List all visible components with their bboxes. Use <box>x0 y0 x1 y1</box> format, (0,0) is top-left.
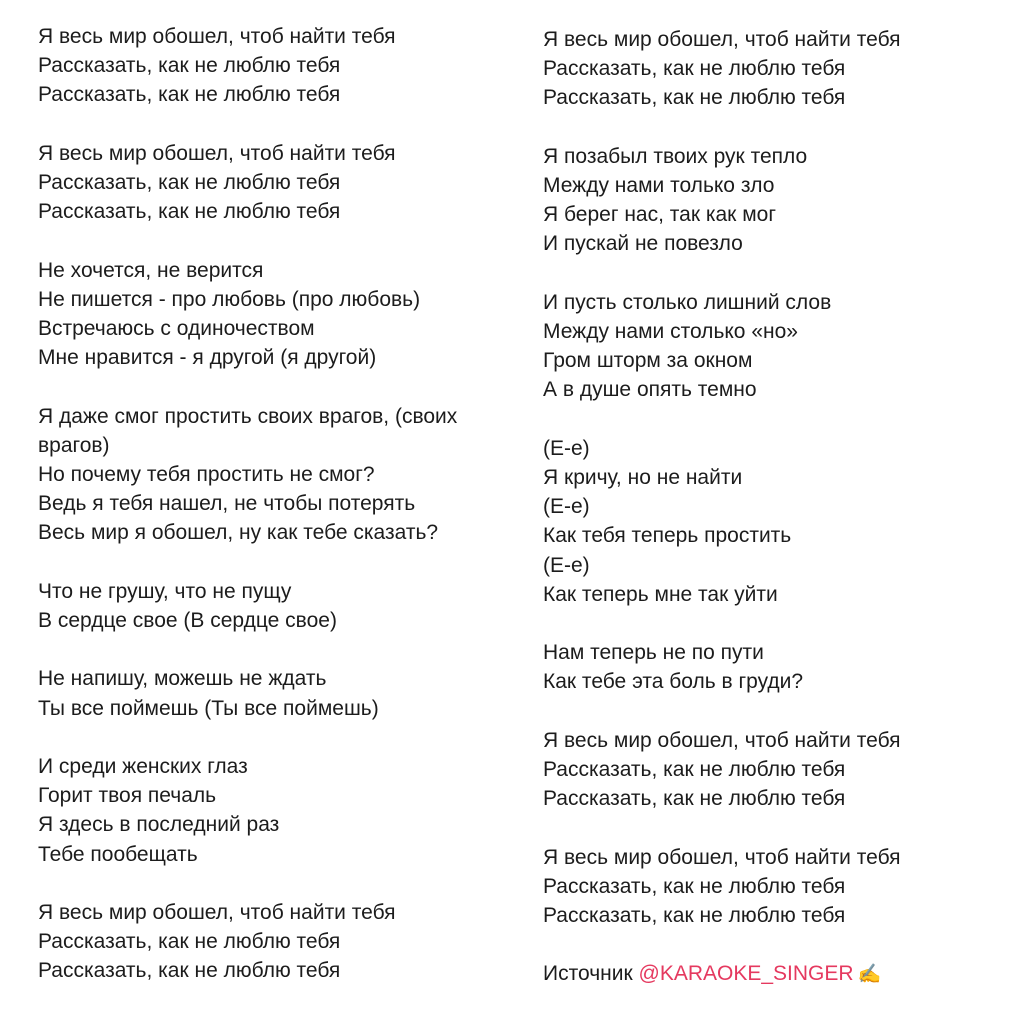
lyric-line: (Е-е) <box>543 495 590 519</box>
lyric-line: Не напишу, можешь не ждать <box>38 667 327 691</box>
lyric-line: Гром шторм за окном <box>543 349 753 373</box>
lyric-line: Рассказать, как не люблю тебя <box>38 54 341 78</box>
lyric-line: И пускай не повезло <box>543 232 743 256</box>
lyric-line: Как теперь мне так уйти <box>543 582 778 606</box>
lyric-line: Рассказать, как не люблю тебя <box>38 959 341 983</box>
stanza-gap <box>543 930 1003 959</box>
lyric-line: Но почему тебя простить не смог? <box>38 463 375 486</box>
lyric-line: Я весь мир обошел, чтоб найти тебя <box>543 845 901 869</box>
lyric-line: Тебе пообещать <box>38 842 198 866</box>
stanza-gap <box>38 869 493 898</box>
lyric-line: Между нами столько «но» <box>543 320 798 343</box>
lyric-line: Ведь я тебя нашел, не чтобы потерять <box>38 492 416 516</box>
lyric-line: (Е-е) <box>543 436 590 460</box>
lyric-line: Встречаюсь с одиночеством <box>38 317 315 340</box>
lyric-line: Я весь мир обошел, чтоб найти тебя <box>38 25 396 48</box>
stanza-gap <box>543 813 1003 842</box>
stanza-gap <box>543 259 1003 288</box>
lyrics-column-right <box>543 25 1003 990</box>
lyric-line: Я здесь в последний раз <box>38 813 280 837</box>
stanza-gap <box>543 405 1003 434</box>
stanza-gap <box>38 372 493 401</box>
stanza-gap <box>38 723 493 752</box>
lyric-line: Рассказать, как не люблю тебя <box>38 83 341 107</box>
stanza-gap <box>543 609 1003 638</box>
lyric-line: Я весь мир обошел, чтоб найти тебя <box>543 728 901 752</box>
lyric-line: Я кричу, но не найти <box>543 466 743 489</box>
lyric-line: Рассказать, как не люблю тебя <box>543 86 846 110</box>
lyric-line: Нам теперь не по пути <box>543 641 764 665</box>
lyric-line: Как тебе эта боль в груди? <box>543 670 804 694</box>
lyric-line: Я весь мир обошел, чтоб найти тебя <box>38 900 396 924</box>
lyric-line: Рассказать, как не люблю тебя <box>543 787 846 811</box>
stanza-gap <box>543 113 1003 142</box>
lyric-line: Рассказать, как не люблю тебя <box>543 758 846 781</box>
lyric-line: И среди женских глаз <box>38 754 248 778</box>
lyric-line: (Е-е) <box>543 553 590 577</box>
lyric-line: Рассказать, как не люблю тебя <box>543 874 846 898</box>
lyric-line: Я позабыл твоих рук тепло <box>543 144 808 168</box>
stanza-gap <box>38 110 493 139</box>
lyric-line: Рассказать, как не люблю тебя <box>38 200 341 224</box>
lyric-line: Рассказать, как не люблю тебя <box>38 930 341 954</box>
writing-hand-icon: ✍ <box>857 964 882 986</box>
lyrics-column-left <box>38 22 493 986</box>
lyric-line: Я весь мир обошел, чтоб найти тебя <box>543 28 901 51</box>
source-label: Источник <box>543 962 633 986</box>
stanza-gap <box>38 635 493 664</box>
lyric-line: Рассказать, как не люблю тебя <box>543 904 846 927</box>
source-credit <box>543 959 1003 989</box>
lyric-line: Горит твоя печаль <box>38 784 217 808</box>
lyric-line: И пусть столько лишний слов <box>543 290 832 314</box>
stanza-gap <box>543 697 1003 726</box>
lyric-line: Между нами только зло <box>543 174 775 197</box>
lyric-line: Мне нравится - я другой (я другой) <box>38 346 377 370</box>
lyric-line: Не пишется - про любовь (про любовь) <box>38 287 421 311</box>
source-handle-link[interactable]: @KARAOKE_SINGER <box>638 962 854 986</box>
lyric-line: Рассказать, как не люблю тебя <box>38 171 341 194</box>
stanza-gap <box>38 226 493 255</box>
lyric-line: Не хочется, не верится <box>38 258 264 282</box>
lyric-line: Что не грушу, что не пущу <box>38 579 292 603</box>
lyric-line: Как тебя теперь простить <box>543 524 792 548</box>
stanza-gap <box>38 548 493 577</box>
lyric-line: Я весь мир обошел, чтоб найти тебя <box>38 141 396 165</box>
lyric-line: Рассказать, как не люблю тебя <box>543 57 846 81</box>
lyric-line: Весь мир я обошел, ну как тебе сказать? <box>38 521 439 545</box>
lyric-line: Ты все поймешь (Ты все поймешь) <box>38 696 379 720</box>
lyric-line: Я даже смог простить своих врагов, (своих врагов) <box>38 404 458 457</box>
lyric-line: В сердце свое (В сердце свое) <box>38 609 337 632</box>
lyric-line: Я берег нас, так как мог <box>543 203 776 227</box>
lyric-line: А в душе опять темно <box>543 378 757 402</box>
